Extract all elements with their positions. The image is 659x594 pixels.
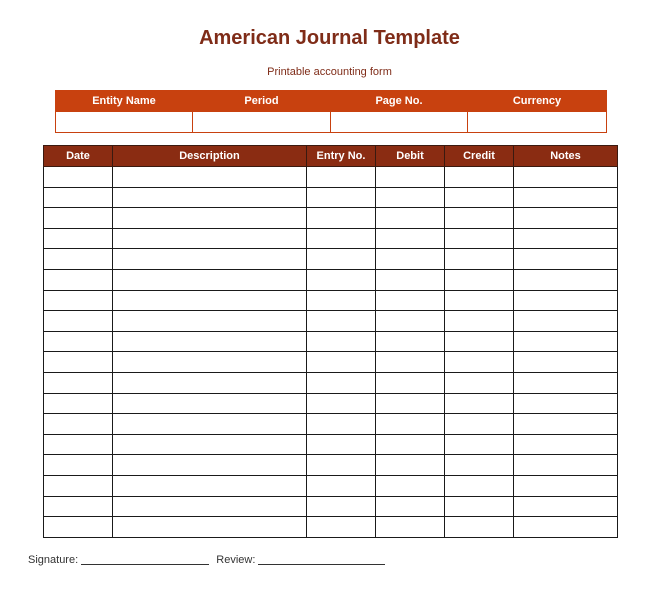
ledger-cell-debit[interactable] — [376, 269, 445, 290]
table-row — [44, 290, 618, 311]
ledger-cell-debit[interactable] — [376, 290, 445, 311]
ledger-cell-description[interactable] — [113, 290, 307, 311]
ledger-cell-date[interactable] — [44, 372, 113, 393]
period-field[interactable] — [193, 112, 331, 133]
ledger-cell-date[interactable] — [44, 269, 113, 290]
ledger-cell-entry-no[interactable] — [307, 352, 376, 373]
ledger-cell-entry-no[interactable] — [307, 249, 376, 270]
page-no-field[interactable] — [331, 112, 468, 133]
ledger-cell-notes[interactable] — [514, 249, 618, 270]
ledger-cell-notes[interactable] — [514, 517, 618, 538]
table-row — [44, 393, 618, 414]
ledger-cell-date[interactable] — [44, 290, 113, 311]
info-header-currency: Currency — [468, 91, 607, 112]
ledger-cell-debit[interactable] — [376, 496, 445, 517]
ledger-cell-date[interactable] — [44, 455, 113, 476]
ledger-cell-entry-no[interactable] — [307, 517, 376, 538]
ledger-cell-entry-no[interactable] — [307, 228, 376, 249]
table-row — [44, 352, 618, 373]
ledger-header-date: Date — [44, 146, 113, 167]
signature-label: Signature: — [28, 554, 79, 566]
page-title: American Journal Template — [199, 27, 460, 49]
ledger-cell-credit[interactable] — [445, 496, 514, 517]
ledger-cell-debit[interactable] — [376, 372, 445, 393]
ledger-cell-description[interactable] — [113, 228, 307, 249]
info-table — [55, 90, 607, 133]
footer — [28, 553, 385, 566]
ledger-header-entry-no: Entry No. — [307, 146, 376, 167]
ledger-cell-entry-no[interactable] — [307, 414, 376, 435]
table-row — [44, 517, 618, 538]
ledger-cell-description[interactable] — [113, 167, 307, 188]
ledger-cell-description[interactable] — [113, 187, 307, 208]
ledger-cell-credit[interactable] — [445, 167, 514, 188]
ledger-header-notes: Notes — [514, 146, 618, 167]
ledger-cell-description[interactable] — [113, 249, 307, 270]
table-row — [44, 496, 618, 517]
ledger-cell-debit[interactable] — [376, 455, 445, 476]
table-row — [44, 249, 618, 270]
ledger-cell-entry-no[interactable] — [307, 455, 376, 476]
ledger-cell-date[interactable] — [44, 434, 113, 455]
table-row — [44, 475, 618, 496]
table-row — [44, 372, 618, 393]
ledger-cell-date[interactable] — [44, 475, 113, 496]
info-value-row — [56, 112, 607, 133]
ledger-cell-credit[interactable] — [445, 269, 514, 290]
ledger-cell-entry-no[interactable] — [307, 475, 376, 496]
ledger-header-row — [44, 146, 618, 167]
ledger-cell-date[interactable] — [44, 311, 113, 332]
ledger-cell-notes[interactable] — [514, 290, 618, 311]
ledger-cell-date[interactable] — [44, 496, 113, 517]
table-row — [44, 331, 618, 352]
ledger-cell-notes[interactable] — [514, 455, 618, 476]
ledger-cell-debit[interactable] — [376, 331, 445, 352]
info-header-page-no: Page No. — [331, 91, 468, 112]
ledger-cell-debit[interactable] — [376, 228, 445, 249]
ledger-cell-description[interactable] — [113, 393, 307, 414]
ledger-cell-entry-no[interactable] — [307, 269, 376, 290]
ledger-cell-debit[interactable] — [376, 434, 445, 455]
ledger-cell-credit[interactable] — [445, 372, 514, 393]
ledger-cell-credit[interactable] — [445, 208, 514, 229]
ledger-cell-description[interactable] — [113, 475, 307, 496]
ledger-cell-credit[interactable] — [445, 352, 514, 373]
ledger-cell-notes[interactable] — [514, 496, 618, 517]
ledger-cell-notes[interactable] — [514, 372, 618, 393]
info-header-period: Period — [193, 91, 331, 112]
ledger-cell-entry-no[interactable] — [307, 187, 376, 208]
ledger-cell-notes[interactable] — [514, 331, 618, 352]
ledger-cell-credit[interactable] — [445, 517, 514, 538]
ledger-cell-notes[interactable] — [514, 475, 618, 496]
ledger-cell-debit[interactable] — [376, 208, 445, 229]
table-row — [44, 167, 618, 188]
table-row — [44, 187, 618, 208]
table-row — [44, 269, 618, 290]
review-label: Review: — [216, 554, 256, 566]
ledger-cell-entry-no[interactable] — [307, 331, 376, 352]
ledger-cell-entry-no[interactable] — [307, 167, 376, 188]
ledger-cell-description[interactable] — [113, 517, 307, 538]
ledger-cell-credit[interactable] — [445, 434, 514, 455]
ledger-cell-notes[interactable] — [514, 208, 618, 229]
ledger-cell-debit[interactable] — [376, 517, 445, 538]
ledger-cell-description[interactable] — [113, 208, 307, 229]
ledger-header-description: Description — [113, 146, 307, 167]
ledger-cell-description[interactable] — [113, 331, 307, 352]
ledger-cell-entry-no[interactable] — [307, 434, 376, 455]
ledger-cell-notes[interactable] — [514, 187, 618, 208]
ledger-cell-notes[interactable] — [514, 414, 618, 435]
ledger-table — [43, 145, 618, 538]
ledger-cell-notes[interactable] — [514, 228, 618, 249]
ledger-cell-credit[interactable] — [445, 455, 514, 476]
ledger-cell-date[interactable] — [44, 352, 113, 373]
ledger-cell-date[interactable] — [44, 393, 113, 414]
ledger-cell-credit[interactable] — [445, 290, 514, 311]
ledger-cell-debit[interactable] — [376, 187, 445, 208]
ledger-cell-date[interactable] — [44, 167, 113, 188]
table-row — [44, 228, 618, 249]
ledger-cell-debit[interactable] — [376, 393, 445, 414]
ledger-cell-description[interactable] — [113, 352, 307, 373]
ledger-cell-date[interactable] — [44, 187, 113, 208]
ledger-cell-entry-no[interactable] — [307, 311, 376, 332]
ledger-cell-entry-no[interactable] — [307, 393, 376, 414]
table-row — [44, 414, 618, 435]
ledger-cell-description[interactable] — [113, 496, 307, 517]
ledger-header-credit: Credit — [445, 146, 514, 167]
ledger-cell-credit[interactable] — [445, 311, 514, 332]
ledger-cell-notes[interactable] — [514, 167, 618, 188]
ledger-cell-description[interactable] — [113, 269, 307, 290]
ledger-body — [44, 167, 618, 538]
ledger-cell-entry-no[interactable] — [307, 290, 376, 311]
ledger-cell-credit[interactable] — [445, 475, 514, 496]
ledger-cell-date[interactable] — [44, 517, 113, 538]
ledger-cell-credit[interactable] — [445, 393, 514, 414]
ledger-cell-date[interactable] — [44, 331, 113, 352]
ledger-cell-description[interactable] — [113, 311, 307, 332]
ledger-cell-date[interactable] — [44, 414, 113, 435]
ledger-cell-description[interactable] — [113, 414, 307, 435]
ledger-cell-credit[interactable] — [445, 331, 514, 352]
table-row — [44, 208, 618, 229]
ledger-cell-description[interactable] — [113, 434, 307, 455]
ledger-cell-debit[interactable] — [376, 475, 445, 496]
ledger-cell-notes[interactable] — [514, 352, 618, 373]
info-header-row — [56, 91, 607, 112]
ledger-cell-debit[interactable] — [376, 249, 445, 270]
ledger-cell-debit[interactable] — [376, 352, 445, 373]
page-subtitle: Printable accounting form — [267, 66, 392, 78]
ledger-cell-description[interactable] — [113, 455, 307, 476]
ledger-cell-notes[interactable] — [514, 393, 618, 414]
ledger-cell-credit[interactable] — [445, 228, 514, 249]
table-row — [44, 434, 618, 455]
ledger-cell-entry-no[interactable] — [307, 372, 376, 393]
currency-field[interactable] — [468, 112, 607, 133]
info-header-entity-name: Entity Name — [56, 91, 193, 112]
ledger-cell-notes[interactable] — [514, 311, 618, 332]
ledger-cell-debit[interactable] — [376, 167, 445, 188]
ledger-cell-date[interactable] — [44, 249, 113, 270]
ledger-cell-description[interactable] — [113, 372, 307, 393]
ledger-cell-date[interactable] — [44, 208, 113, 229]
ledger-cell-entry-no[interactable] — [307, 496, 376, 517]
ledger-cell-date[interactable] — [44, 228, 113, 249]
ledger-cell-entry-no[interactable] — [307, 208, 376, 229]
signature-line[interactable] — [81, 553, 209, 565]
review-line[interactable] — [258, 553, 385, 565]
entity-name-field[interactable] — [56, 112, 193, 133]
ledger-cell-credit[interactable] — [445, 414, 514, 435]
table-row — [44, 455, 618, 476]
ledger-cell-notes[interactable] — [514, 269, 618, 290]
ledger-cell-notes[interactable] — [514, 434, 618, 455]
ledger-cell-credit[interactable] — [445, 187, 514, 208]
ledger-cell-credit[interactable] — [445, 249, 514, 270]
ledger-cell-debit[interactable] — [376, 414, 445, 435]
ledger-cell-debit[interactable] — [376, 311, 445, 332]
table-row — [44, 311, 618, 332]
ledger-header-debit: Debit — [376, 146, 445, 167]
